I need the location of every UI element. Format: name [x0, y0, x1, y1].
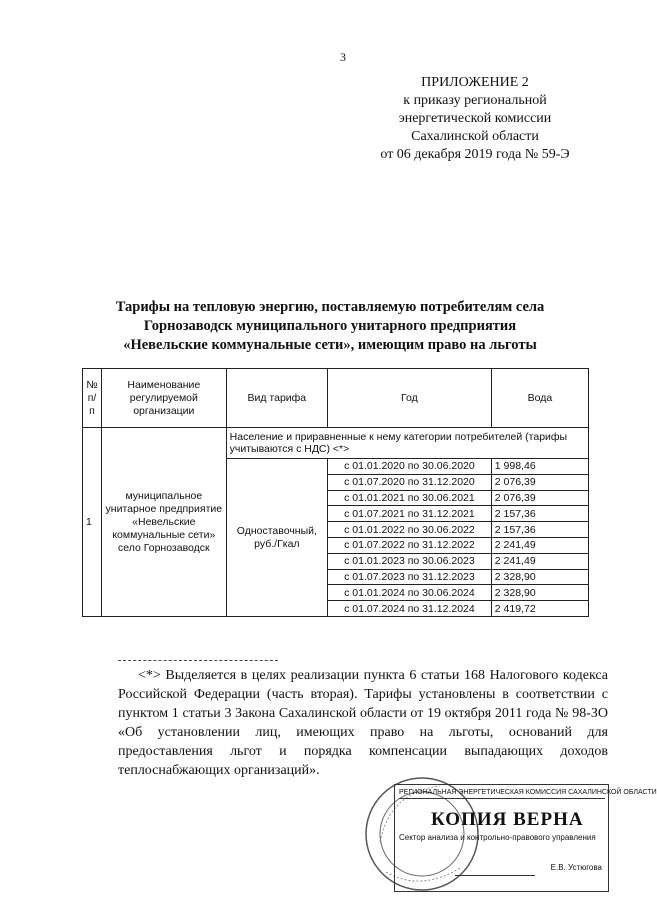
document-title: [90, 298, 570, 355]
footnote-text: <*> Выделяется в целях реализации пункта 6 статьи 168 Налогового кодекса Российской Федерации (часть вторая). Тарифы установлены в соответствии с пунктом 1 статьи 3 Закона Сахалинской области от 19 октября 2011 года № 98-ЗО «Об установлении лиц, имеющих право на льготы, оснований для предоставления льгот и порядка компенсации выпадающих доходов теплоснабжающих организаций».: [118, 668, 608, 778]
period-cell: с 01.01.2024 по 30.06.2024: [328, 585, 492, 601]
period-cell: с 01.07.2023 по 31.12.2023: [328, 569, 492, 585]
stamp-title: КОПИЯ ВЕРНА: [431, 809, 584, 830]
row-number: 1: [83, 428, 102, 617]
header-value: Вода: [491, 369, 588, 428]
certification-stamp: [360, 772, 657, 896]
stamp-header: РЕГИОНАЛЬНАЯ ЭНЕРГЕТИЧЕСКАЯ КОМИССИЯ САХАЛИНСКОЙ ОБЛАСТИ: [399, 789, 605, 799]
value-cell: 2 157,36: [491, 506, 588, 522]
footnote-divider: [118, 660, 278, 661]
value-cell: 2 076,39: [491, 474, 588, 490]
page-number: 3: [340, 50, 346, 64]
table-header-row: [83, 369, 589, 428]
header-period: Год: [328, 369, 492, 428]
tariff-table: [82, 368, 589, 617]
value-cell: 2 419,72: [491, 601, 588, 617]
spacer-cell: [328, 616, 589, 617]
appendix-line: энергетической комиссии: [398, 111, 552, 126]
period-cell: с 01.01.2023 по 30.06.2023: [328, 553, 492, 569]
organization-name: муниципальное унитарное предприятие «Невельские коммунальные сети» село Горнозаводск: [102, 428, 227, 617]
header-org: Наименование регулируемой организации: [102, 369, 227, 428]
value-cell: 2 328,90: [491, 569, 588, 585]
value-cell: 2 328,90: [491, 585, 588, 601]
value-cell: 1 998,46: [491, 459, 588, 475]
value-cell: 2 241,49: [491, 537, 588, 553]
consumer-group: Население и приравненные к нему категории потребителей (тарифы учитываются с НДС) <*>: [226, 428, 588, 459]
stamp-signer: Е.В. Устюгова: [550, 863, 602, 872]
value-cell: 2 157,36: [491, 522, 588, 538]
appendix-line: к приказу региональной: [403, 93, 547, 108]
header-num: № п/п: [83, 369, 102, 428]
period-cell: с 01.07.2021 по 31.12.2021: [328, 506, 492, 522]
period-cell: с 01.07.2020 по 31.12.2020: [328, 474, 492, 490]
title-line: «Невельские коммунальные сети», имеющим право на льготы: [123, 337, 537, 353]
tariff-kind: Одноставочный, руб./Гкал: [226, 459, 327, 617]
title-line: Тарифы на тепловую энергию, поставляемую потребителям села: [115, 299, 545, 315]
title-line: Горнозаводск муниципального унитарного предприятия: [143, 318, 517, 334]
appendix-header: [360, 74, 590, 164]
value-cell: 2 241,49: [491, 553, 588, 569]
period-cell: с 01.07.2024 по 31.12.2024: [328, 601, 492, 617]
period-cell: с 01.07.2022 по 31.12.2022: [328, 537, 492, 553]
appendix-title: ПРИЛОЖЕНИЕ 2: [421, 75, 529, 90]
appendix-line: Сахалинской области: [411, 129, 539, 144]
stamp-box: [394, 784, 657, 892]
stamp-department: Сектор анализа и контрольно-правового управления: [399, 833, 596, 842]
period-cell: с 01.01.2022 по 30.06.2022: [328, 522, 492, 538]
signature-line: [455, 875, 535, 876]
appendix-line: от 06 декабря 2019 года № 59-Э: [380, 147, 570, 162]
header-kind: Вид тарифа: [226, 369, 327, 428]
value-cell: 2 076,39: [491, 490, 588, 506]
period-cell: с 01.01.2021 по 30.06.2021: [328, 490, 492, 506]
period-cell: с 01.01.2020 по 30.06.2020: [328, 459, 492, 475]
table-row: [83, 428, 589, 459]
